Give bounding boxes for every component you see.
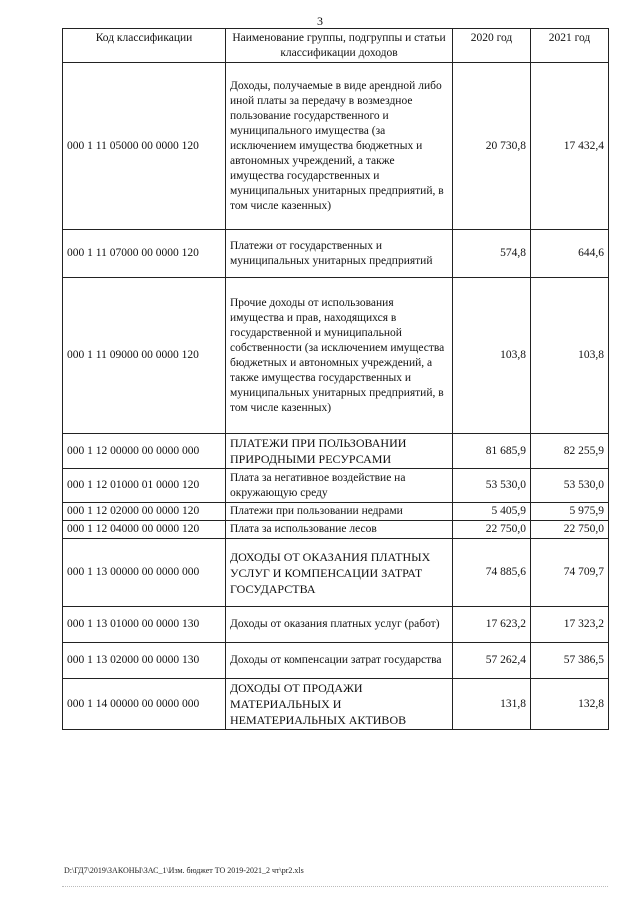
row-name: Плата за негативное воздействие на окружающую среду	[226, 469, 453, 503]
row-value-2020: 57 262,4	[453, 643, 531, 679]
row-value-2021: 57 386,5	[531, 643, 609, 679]
table-row	[63, 679, 609, 730]
row-value-2020: 5 405,9	[453, 503, 531, 521]
footer-file-path: D:\ГД7\2019\ЗАКОНЫ\ЗАС_1\Изм. бюджет ТО 2019-2021_2 чт\pr2.xls	[64, 866, 304, 875]
row-value-2021: 17 432,4	[531, 63, 609, 230]
row-name: ДОХОДЫ ОТ ПРОДАЖИ МАТЕРИАЛЬНЫХ И НЕМАТЕРИАЛЬНЫХ АКТИВОВ	[226, 679, 453, 730]
row-name: Доходы, получаемые в виде арендной либо иной платы за передачу в возмездное пользование государственного и муниципального имущества (за исключением имущества бюджетных и автономных учреждений, а также имущества государственных и муниципальных унитарных предприятий, в том числе казенных)	[226, 63, 453, 230]
table-row	[63, 521, 609, 539]
row-value-2021: 5 975,9	[531, 503, 609, 521]
table-row	[63, 607, 609, 643]
header-name: Наименование группы, подгруппы и статьи классификации доходов	[226, 29, 453, 63]
revenue-classification-table	[62, 28, 609, 730]
row-name: ПЛАТЕЖИ ПРИ ПОЛЬЗОВАНИИ ПРИРОДНЫМИ РЕСУРСАМИ	[226, 434, 453, 469]
table-row	[63, 63, 609, 230]
row-code: 000 1 11 05000 00 0000 120	[63, 63, 226, 230]
row-name: ДОХОДЫ ОТ ОКАЗАНИЯ ПЛАТНЫХ УСЛУГ И КОМПЕНСАЦИИ ЗАТРАТ ГОСУДАРСТВА	[226, 539, 453, 607]
row-value-2021: 132,8	[531, 679, 609, 730]
row-value-2020: 81 685,9	[453, 434, 531, 469]
table-row	[63, 643, 609, 679]
row-value-2021: 644,6	[531, 230, 609, 278]
row-code: 000 1 11 07000 00 0000 120	[63, 230, 226, 278]
header-2020: 2020 год	[453, 29, 531, 63]
row-value-2021: 22 750,0	[531, 521, 609, 539]
row-code: 000 1 13 00000 00 0000 000	[63, 539, 226, 607]
table-row	[63, 230, 609, 278]
row-value-2020: 17 623,2	[453, 607, 531, 643]
row-name: Доходы от оказания платных услуг (работ)	[226, 607, 453, 643]
row-code: 000 1 11 09000 00 0000 120	[63, 278, 226, 434]
row-name: Доходы от компенсации затрат государства	[226, 643, 453, 679]
table-row	[63, 469, 609, 503]
table-header-row	[63, 29, 609, 63]
row-name: Платежи от государственных и муниципальных унитарных предприятий	[226, 230, 453, 278]
row-value-2020: 53 530,0	[453, 469, 531, 503]
row-code: 000 1 12 02000 00 0000 120	[63, 503, 226, 521]
row-code: 000 1 14 00000 00 0000 000	[63, 679, 226, 730]
row-value-2020: 22 750,0	[453, 521, 531, 539]
table-row	[63, 434, 609, 469]
row-value-2021: 103,8	[531, 278, 609, 434]
row-value-2020: 20 730,8	[453, 63, 531, 230]
row-name: Прочие доходы от использования имущества и прав, находящихся в государственной и муниципальной собственности (за исключением имущества бюджетных и автономных учреждений, а также имущества государственных и муниципальных унитарных предприятий, в том числе казенных)	[226, 278, 453, 434]
row-value-2021: 17 323,2	[531, 607, 609, 643]
row-value-2020: 131,8	[453, 679, 531, 730]
row-name: Плата за использование лесов	[226, 521, 453, 539]
table-row	[63, 539, 609, 607]
table-row	[63, 278, 609, 434]
footer-divider	[62, 886, 608, 887]
header-2021: 2021 год	[531, 29, 609, 63]
page-number: 3	[317, 14, 323, 28]
row-code: 000 1 12 00000 00 0000 000	[63, 434, 226, 469]
row-value-2020: 103,8	[453, 278, 531, 434]
row-value-2021: 53 530,0	[531, 469, 609, 503]
row-code: 000 1 13 02000 00 0000 130	[63, 643, 226, 679]
row-value-2020: 74 885,6	[453, 539, 531, 607]
row-value-2020: 574,8	[453, 230, 531, 278]
table-row	[63, 503, 609, 521]
row-value-2021: 82 255,9	[531, 434, 609, 469]
row-name: Платежи при пользовании недрами	[226, 503, 453, 521]
row-code: 000 1 13 01000 00 0000 130	[63, 607, 226, 643]
header-code: Код классификации	[63, 29, 226, 63]
row-code: 000 1 12 04000 00 0000 120	[63, 521, 226, 539]
row-code: 000 1 12 01000 01 0000 120	[63, 469, 226, 503]
row-value-2021: 74 709,7	[531, 539, 609, 607]
